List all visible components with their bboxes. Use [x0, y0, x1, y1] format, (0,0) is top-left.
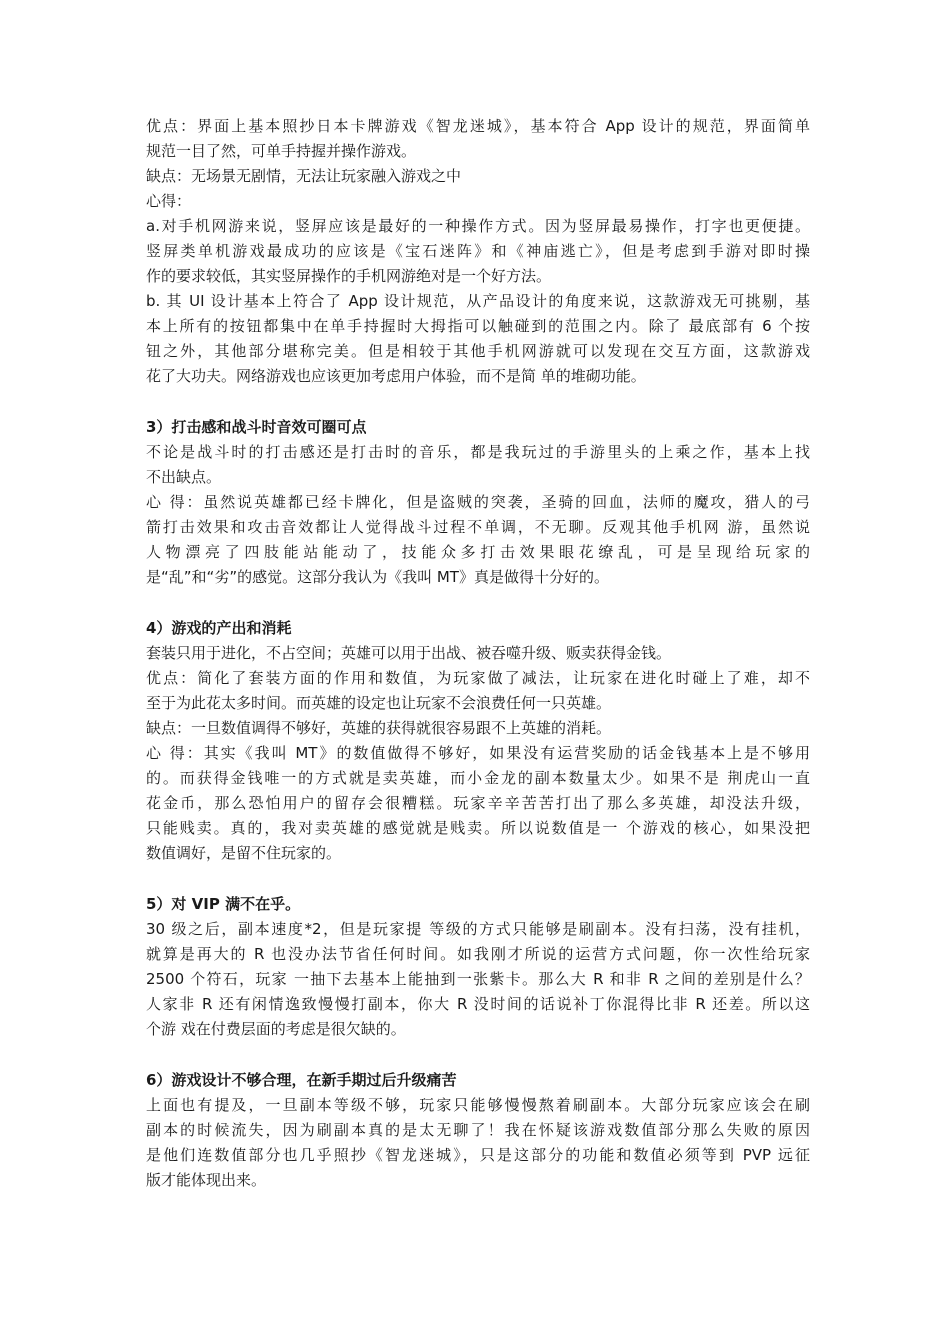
text-line: 至于为此花太多时间。而英雄的设定也让玩家不会浪费任何一只英雄。	[146, 694, 612, 712]
text-line: 版才能体现出来。	[146, 1171, 267, 1189]
blank-line	[146, 389, 810, 415]
text-line: 规范一目了然，可单手持握并操作游戏。	[146, 142, 417, 160]
text-line: 优点：界面上基本照抄日本卡牌游戏《智龙迷城》，基本符合 App 设计的规范，界面简单	[146, 117, 810, 135]
text-line: 作的要求较低，其实竖屏操作的手机网游绝对是一个好方法。	[146, 267, 552, 285]
text-line: 花金币，那么恐怕用户的留存会很糟糕。玩家辛辛苦苦打出了那么多英雄，却没法升级，	[146, 794, 810, 812]
text-line: a.对手机网游来说，竖屏应该是最好的一种操作方式。因为竖屏最易操作，打字也更便捷。	[146, 217, 810, 235]
text-line: 人物漂亮了四肢能站能动了，技能众多打击效果眼花缭乱，可是呈现给玩家的	[146, 543, 810, 561]
text-line: 套装只用于进化，不占空间；英雄可以用于出战、被吞噬升级、贩卖获得金钱。	[146, 644, 672, 662]
text-line: 是他们连数值部分也几乎照抄《智龙迷城》，只是这部分的功能和数值必须等到 PVP 远征	[146, 1146, 810, 1164]
text-line: 不出缺点。	[146, 468, 222, 486]
document-body	[146, 114, 810, 1193]
section-heading: 6）游戏设计不够合理，在新手期过后升级痛苦	[146, 1071, 457, 1089]
text-line: 就算是再大的 R 也没办法节省任何时间。如我刚才所说的运营方式问题，你一次性给玩家	[146, 945, 810, 963]
text-line: 缺点：无场景无剧情，无法让玩家融入游戏之中	[146, 167, 462, 185]
text-line: 花了大功夫。网络游戏也应该更加考虑用户体验，而不是简 单的堆砌功能。	[146, 367, 646, 385]
text-line: 心得：	[146, 192, 192, 210]
text-line: 上面也有提及，一旦副本等级不够，玩家只能够慢慢熬着刷副本。大部分玩家应该会在刷	[146, 1096, 810, 1114]
text-line: 竖屏类单机游戏最成功的应该是《宝石迷阵》和《神庙逃亡》，但是考虑到手游对即时操	[146, 242, 810, 260]
text-line: 不论是战斗时的打击感还是打击时的音乐，都是我玩过的手游里头的上乘之作，基本上找	[146, 443, 810, 461]
text-line: 箭打击效果和攻击音效都让人觉得战斗过程不单调，不无聊。反观其他手机网 游，虽然说	[146, 518, 810, 536]
text-line: 30 级之后，副本速度*2，但是玩家提 等级的方式只能够是刷副本。没有扫荡，没有挂机，	[146, 920, 810, 938]
text-line: 钮之外，其他部分堪称完美。但是相较于其他手机网游就可以发现在交互方面，这款游戏	[146, 342, 810, 360]
text-line: 缺点：一旦数值调得不够好，英雄的获得就很容易跟不上英雄的消耗。	[146, 719, 612, 737]
text-line: 优点：简化了套装方面的作用和数值，为玩家做了减法，让玩家在进化时碰上了难，却不	[146, 669, 810, 687]
text-line: 本上所有的按钮都集中在单手持握时大拇指可以触碰到的范围之内。除了 最底部有 6 个按	[146, 317, 810, 335]
text-line: 的。而获得金钱唯一的方式就是卖英雄，而小金龙的副本数量太少。如果不是 荆虎山一直	[146, 769, 810, 787]
text-line: 心 得：虽然说英雄都已经卡牌化，但是盗贼的突袭，圣骑的回血，法师的魔攻，猎人的弓	[146, 493, 810, 511]
blank-line	[146, 866, 810, 892]
text-line: 数值调好，是留不住玩家的。	[146, 844, 342, 862]
text-line: 2500 个符石，玩家 一抽下去基本上能抽到一张紫卡。那么大 R 和非 R 之间的差别是什么？	[146, 970, 810, 988]
text-line: 人家非 R 还有闲情逸致慢慢打副本，你大 R 没时间的话说补丁你混得比非 R 还差。所以这	[146, 995, 810, 1013]
text-line: 只能贱卖。真的，我对卖英雄的感觉就是贱卖。所以说数值是一 个游戏的核心，如果没把	[146, 819, 810, 837]
text-line: 是“乱”和“劣”的感觉。这部分我认为《我叫 MT》真是做得十分好的。	[146, 568, 609, 586]
blank-line	[146, 1042, 810, 1068]
text-line: 副本的时候流失，因为刷副本真的是太无聊了！我在怀疑该游戏数值部分那么失败的原因	[146, 1121, 810, 1139]
section-heading: 5）对 VIP 满不在乎。	[146, 895, 301, 913]
text-line: 心 得：其实《我叫 MT》的数值做得不够好，如果没有运营奖励的话金钱基本上是不够用	[146, 744, 810, 762]
text-line: b. 其 UI 设计基本上符合了 App 设计规范，从产品设计的角度来说，这款游戏无可挑剔，基	[146, 292, 810, 310]
text-line: 个游 戏在付费层面的考虑是很欠缺的。	[146, 1020, 406, 1038]
blank-line	[146, 590, 810, 616]
section-heading: 4）游戏的产出和消耗	[146, 619, 292, 637]
section-heading: 3）打击感和战斗时音效可圈可点	[146, 418, 367, 436]
